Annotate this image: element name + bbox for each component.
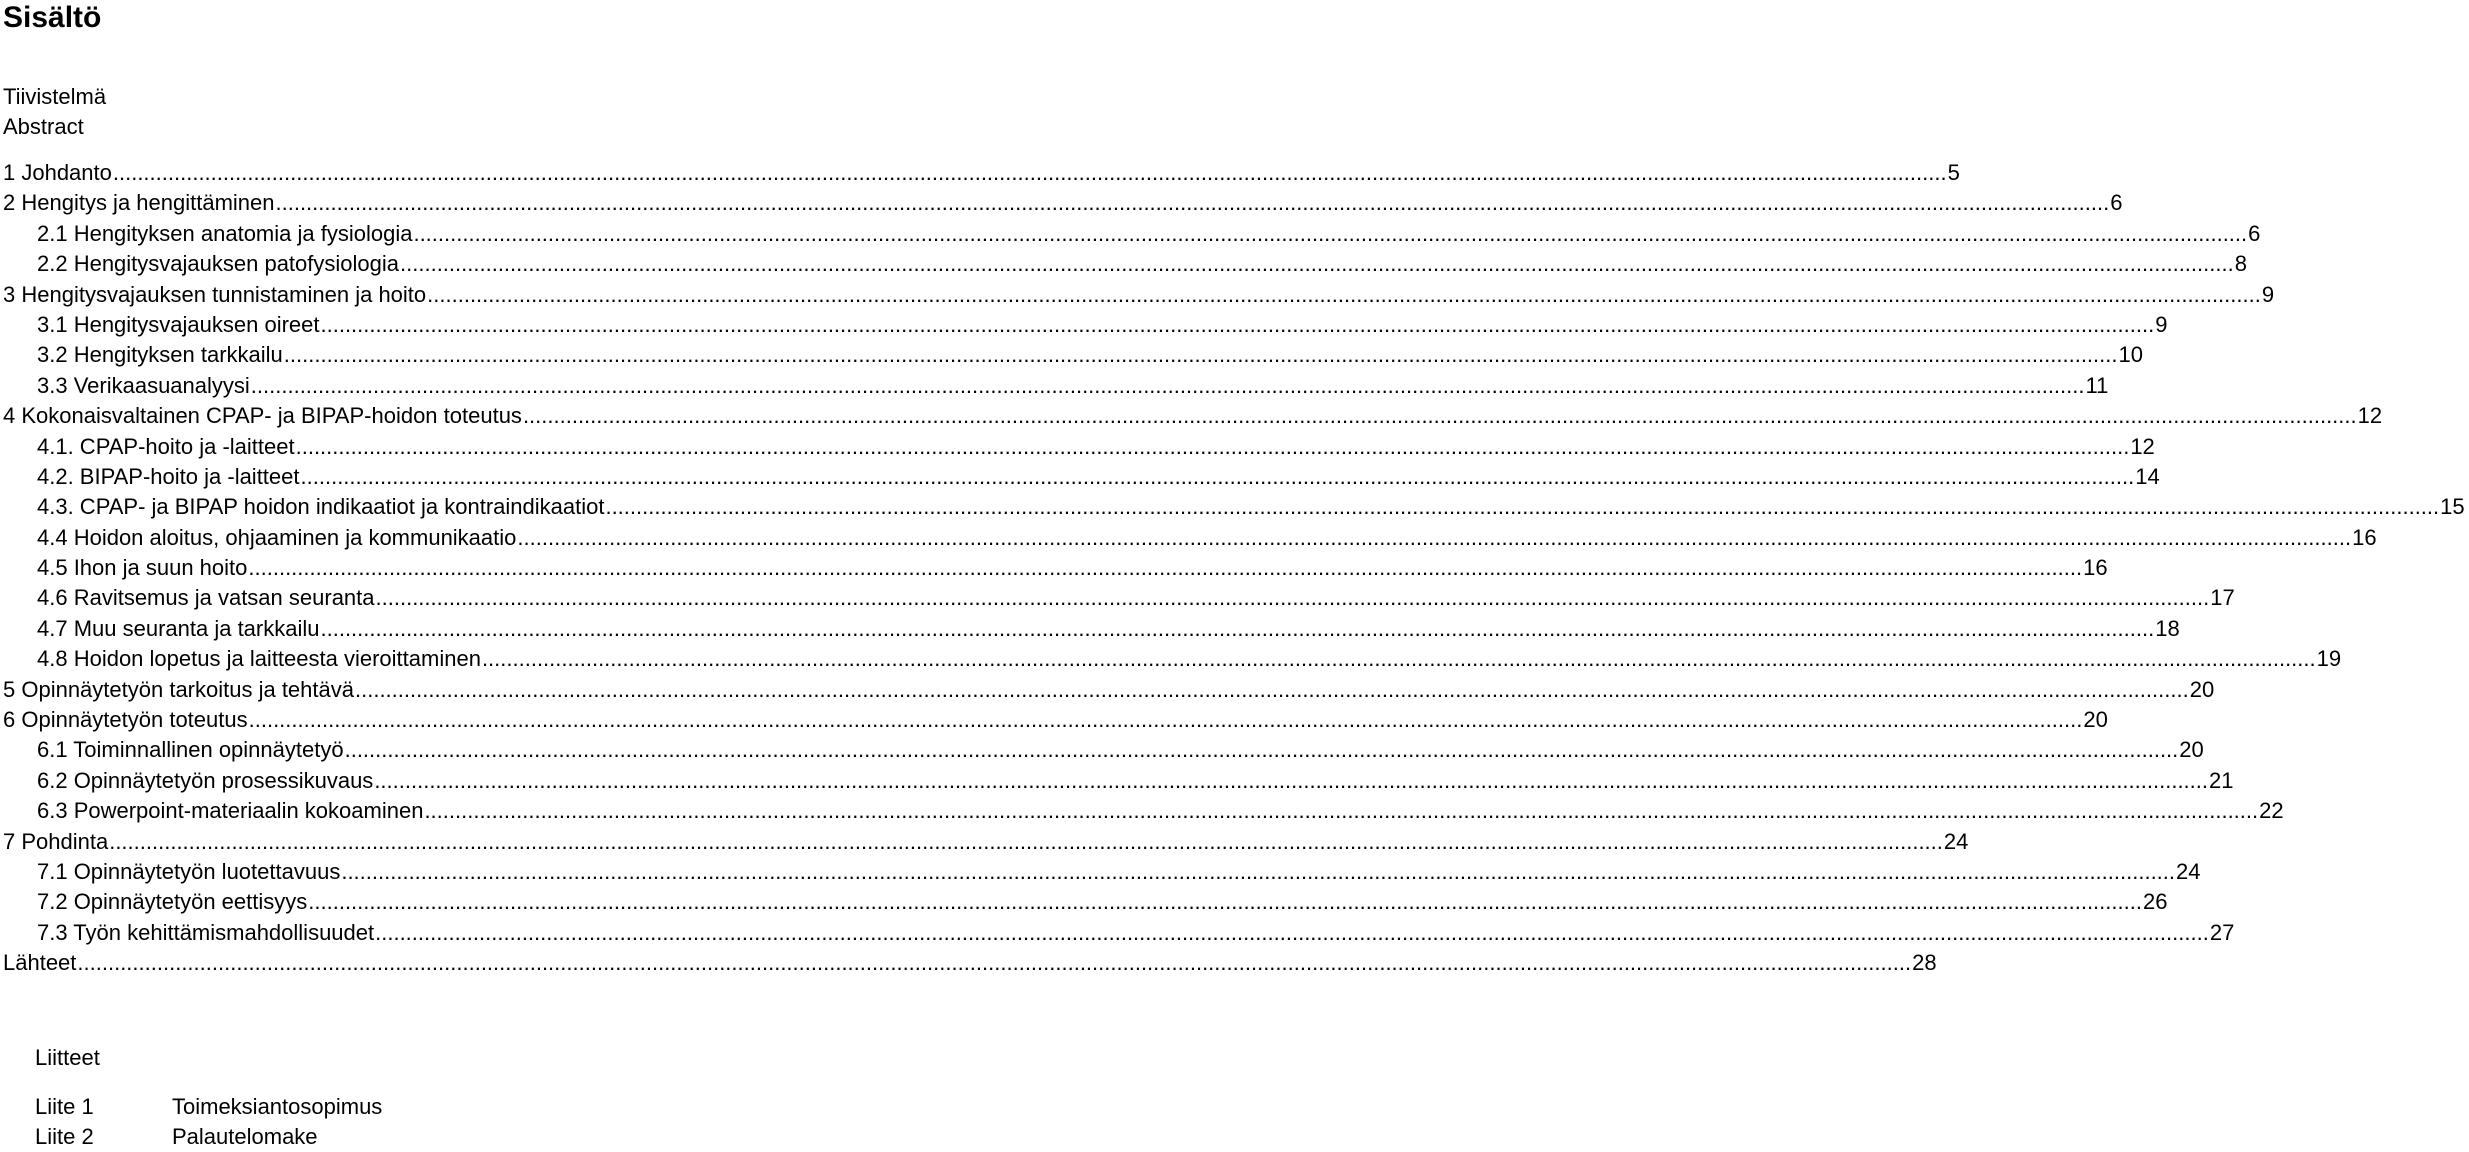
toc-entry[interactable] (0, 340, 2143, 370)
toc-entry-label: 4.3. CPAP- ja BIPAP hoidon indikaatiot ja kontraindikaatiot (37, 494, 605, 520)
toc-entry-label: 4.8 Hoidon lopetus ja laitteesta vieroittaminen (37, 646, 481, 672)
toc-entry-page: 26 (2142, 889, 2168, 915)
toc-dot-leader: ............................................................................................................................................................................................................................................................................................................ (77, 950, 1912, 976)
toc-entry-page: 12 (2130, 433, 2155, 459)
toc-dot-leader: ............................................................................................................................................................................................................................................................................................................ (109, 828, 1943, 854)
toc-entry[interactable] (0, 249, 2247, 279)
toc-entry-label: 2.1 Hengityksen anatomia ja fysiologia (37, 220, 413, 246)
toc-entry-page: 9 (2261, 281, 2275, 307)
toc-entry[interactable] (0, 675, 2215, 705)
attachments-heading: Liitteet (35, 1045, 100, 1070)
toc-entry-page: 18 (2155, 615, 2180, 641)
toc-entry[interactable] (0, 462, 2160, 492)
front-matter-abstract-fi: Tiivistelmä (3, 84, 107, 109)
toc-entry-label: 6.1 Toiminnallinen opinnäytetyö (37, 737, 344, 763)
toc-dot-leader: ............................................................................................................................................................................................................................................................................................................ (374, 767, 2209, 793)
toc-entry-label: 2.2 Hengitysvajauksen patofysiologia (37, 251, 400, 277)
toc-entry-label: 4 Kokonaisvaltainen CPAP- ja BIPAP-hoidon toteutus (3, 403, 522, 429)
toc-entry-label: 3 Hengitysvajauksen tunnistaminen ja hoito (3, 281, 427, 307)
toc-entry-page: 16 (2083, 555, 2108, 581)
toc-dot-leader: ............................................................................................................................................................................................................................................................................................................ (344, 737, 2179, 763)
toc-entry-label: 2 Hengitys ja hengittäminen (3, 190, 275, 216)
toc-entry-page: 20 (2083, 707, 2108, 733)
toc-entry-page: 15 (2440, 494, 2465, 520)
toc-entry[interactable] (0, 583, 2235, 613)
toc-dot-leader: ............................................................................................................................................................................................................................................................................................................ (522, 403, 2357, 429)
toc-entry-page: 5 (1947, 160, 1960, 185)
toc-entry-label: 4.7 Muu seuranta ja tarkkailu (37, 615, 320, 641)
toc-dot-leader: ............................................................................................................................................................................................................................................................................................................ (250, 372, 2085, 398)
toc-entry-label: 7.3 Työn kehittämismahdollisuudet (37, 919, 375, 945)
toc-entry-page: 17 (2210, 585, 2235, 611)
toc-dot-leader: ............................................................................................................................................................................................................................................................................................................ (517, 524, 2352, 550)
toc-entry-page: 9 (2155, 311, 2168, 337)
toc-entry-label: 4.4 Hoidon aloitus, ohjaaminen ja kommunikaatio (37, 524, 517, 550)
toc-entry-label: 5 Opinnäytetyön tarkoitus ja tehtävä (3, 676, 354, 702)
toc-entry[interactable] (0, 918, 2235, 948)
attachment-value: Palautelomake (172, 1124, 318, 1149)
attachment-row (35, 1122, 318, 1152)
toc-entry[interactable] (0, 432, 2155, 462)
toc-entry-label: 4.5 Ihon ja suun hoito (37, 555, 248, 581)
toc-dot-leader: ............................................................................................................................................................................................................................................................................................................ (320, 311, 2155, 337)
toc-entry-page: 11 (2085, 372, 2109, 398)
attachment-value: Toimeksiantosopimus (172, 1094, 383, 1119)
front-matter-abstract-en: Abstract (3, 114, 84, 139)
attachment-key: Liite 1 (35, 1094, 94, 1119)
toc-dot-leader: ............................................................................................................................................................................................................................................................................................................ (308, 889, 2142, 915)
toc-entry-label: 6 Opinnäytetyön toteutus (3, 707, 248, 733)
toc-entry-label: 3.2 Hengityksen tarkkailu (37, 342, 283, 368)
toc-entry[interactable] (0, 219, 2261, 249)
toc-dot-leader: ............................................................................................................................................................................................................................................................................................................ (605, 494, 2440, 520)
toc-entry[interactable] (0, 735, 2204, 765)
toc-entry-page: 14 (2135, 463, 2160, 489)
toc-dot-leader: ............................................................................................................................................................................................................................................................................................................ (375, 585, 2210, 611)
toc-entry[interactable] (0, 310, 2168, 340)
toc-entry-label: 4.1. CPAP-hoito ja -laitteet (37, 433, 295, 459)
toc-entry[interactable] (0, 766, 2234, 796)
toc-entry[interactable] (0, 492, 2465, 522)
toc-entry[interactable] (0, 158, 1960, 188)
toc-entry[interactable] (0, 614, 2180, 644)
toc-entry[interactable] (0, 827, 1969, 857)
toc-dot-leader: ............................................................................................................................................................................................................................................................................................................ (320, 615, 2155, 641)
toc-dot-leader: ............................................................................................................................................................................................................................................................................................................ (248, 707, 2083, 733)
toc-entry-label: 7.2 Opinnäytetyön eettisyys (37, 889, 308, 915)
toc-entry-label: 4.6 Ravitsemus ja vatsan seuranta (37, 585, 375, 611)
toc-dot-leader: ............................................................................................................................................................................................................................................................................................................ (341, 858, 2176, 884)
toc-dot-leader: ............................................................................................................................................................................................................................................................................................................ (400, 251, 2234, 277)
toc-entry-page: 12 (2357, 403, 2383, 429)
toc-dot-leader: ............................................................................................................................................................................................................................................................................................................ (375, 919, 2209, 945)
toc-dot-leader: ............................................................................................................................................................................................................................................................................................................ (295, 433, 2130, 459)
attachment-key: Liite 2 (35, 1124, 94, 1149)
toc-entry[interactable] (0, 188, 2123, 218)
toc-entry[interactable] (0, 280, 2275, 310)
toc-entry[interactable] (0, 887, 2168, 917)
toc-entry[interactable] (0, 857, 2201, 887)
attachment-row (35, 1092, 382, 1122)
toc-entry-page: 21 (2209, 767, 2234, 793)
toc-entry-label: 7 Pohdinta (3, 828, 109, 854)
toc-entry-page: 20 (2179, 737, 2204, 763)
toc-entry-page: 8 (2234, 251, 2247, 277)
toc-entry[interactable] (0, 705, 2108, 735)
toc-dot-leader: ............................................................................................................................................................................................................................................................................................................ (112, 160, 1947, 185)
toc-entry-page: 24 (2176, 858, 2201, 884)
toc-dot-leader: ............................................................................................................................................................................................................................................................................................................ (300, 463, 2135, 489)
toc-entry-label: 3.3 Verikaasuanalyysi (37, 372, 250, 398)
toc-entry[interactable] (0, 401, 2383, 431)
toc-entry-page: 28 (1912, 950, 1937, 976)
toc-dot-leader: ............................................................................................................................................................................................................................................................................................................ (275, 190, 2110, 216)
toc-entry[interactable] (0, 796, 2284, 826)
toc-dot-leader: ............................................................................................................................................................................................................................................................................................................ (424, 798, 2259, 824)
toc-entry-page: 6 (2248, 220, 2261, 246)
toc-entry-page: 10 (2118, 342, 2143, 368)
toc-dot-leader: ............................................................................................................................................................................................................................................................................................................ (248, 555, 2083, 581)
toc-dot-leader: ............................................................................................................................................................................................................................................................................................................ (283, 342, 2118, 368)
toc-entry[interactable] (0, 523, 2377, 553)
toc-entry-page: 27 (2209, 919, 2235, 945)
toc-entry-label: Lähteet (3, 950, 77, 976)
page-title: Sisältö (3, 1, 102, 34)
toc-entry-label: 6.2 Opinnäytetyön prosessikuvaus (37, 767, 374, 793)
toc-dot-leader: ............................................................................................................................................................................................................................................................................................................ (413, 220, 2248, 246)
toc-entry-page: 20 (2189, 676, 2215, 702)
toc-entry-label: 3.1 Hengitysvajauksen oireet (37, 311, 320, 337)
toc-entry-label: 4.2. BIPAP-hoito ja -laitteet (37, 463, 300, 489)
toc-entry-label: 1 Johdanto (3, 160, 112, 185)
table-of-contents (0, 158, 2465, 979)
toc-entry-page: 24 (1943, 828, 1969, 854)
toc-entry-page: 19 (2316, 646, 2342, 672)
toc-dot-leader: ............................................................................................................................................................................................................................................................................................................ (481, 646, 2316, 672)
toc-entry[interactable] (0, 948, 1937, 978)
toc-entry-page: 6 (2110, 190, 2123, 216)
toc-entry[interactable] (0, 644, 2342, 674)
toc-entry[interactable] (0, 371, 2109, 401)
toc-entry-page: 16 (2352, 524, 2377, 550)
toc-dot-leader: ............................................................................................................................................................................................................................................................................................................ (427, 281, 2261, 307)
toc-dot-leader: ............................................................................................................................................................................................................................................................................................................ (355, 676, 2189, 702)
toc-entry-label: 7.1 Opinnäytetyön luotettavuus (37, 858, 341, 884)
toc-entry[interactable] (0, 553, 2108, 583)
toc-entry-page: 22 (2259, 798, 2284, 824)
toc-entry-label: 6.3 Powerpoint-materiaalin kokoaminen (37, 798, 424, 824)
